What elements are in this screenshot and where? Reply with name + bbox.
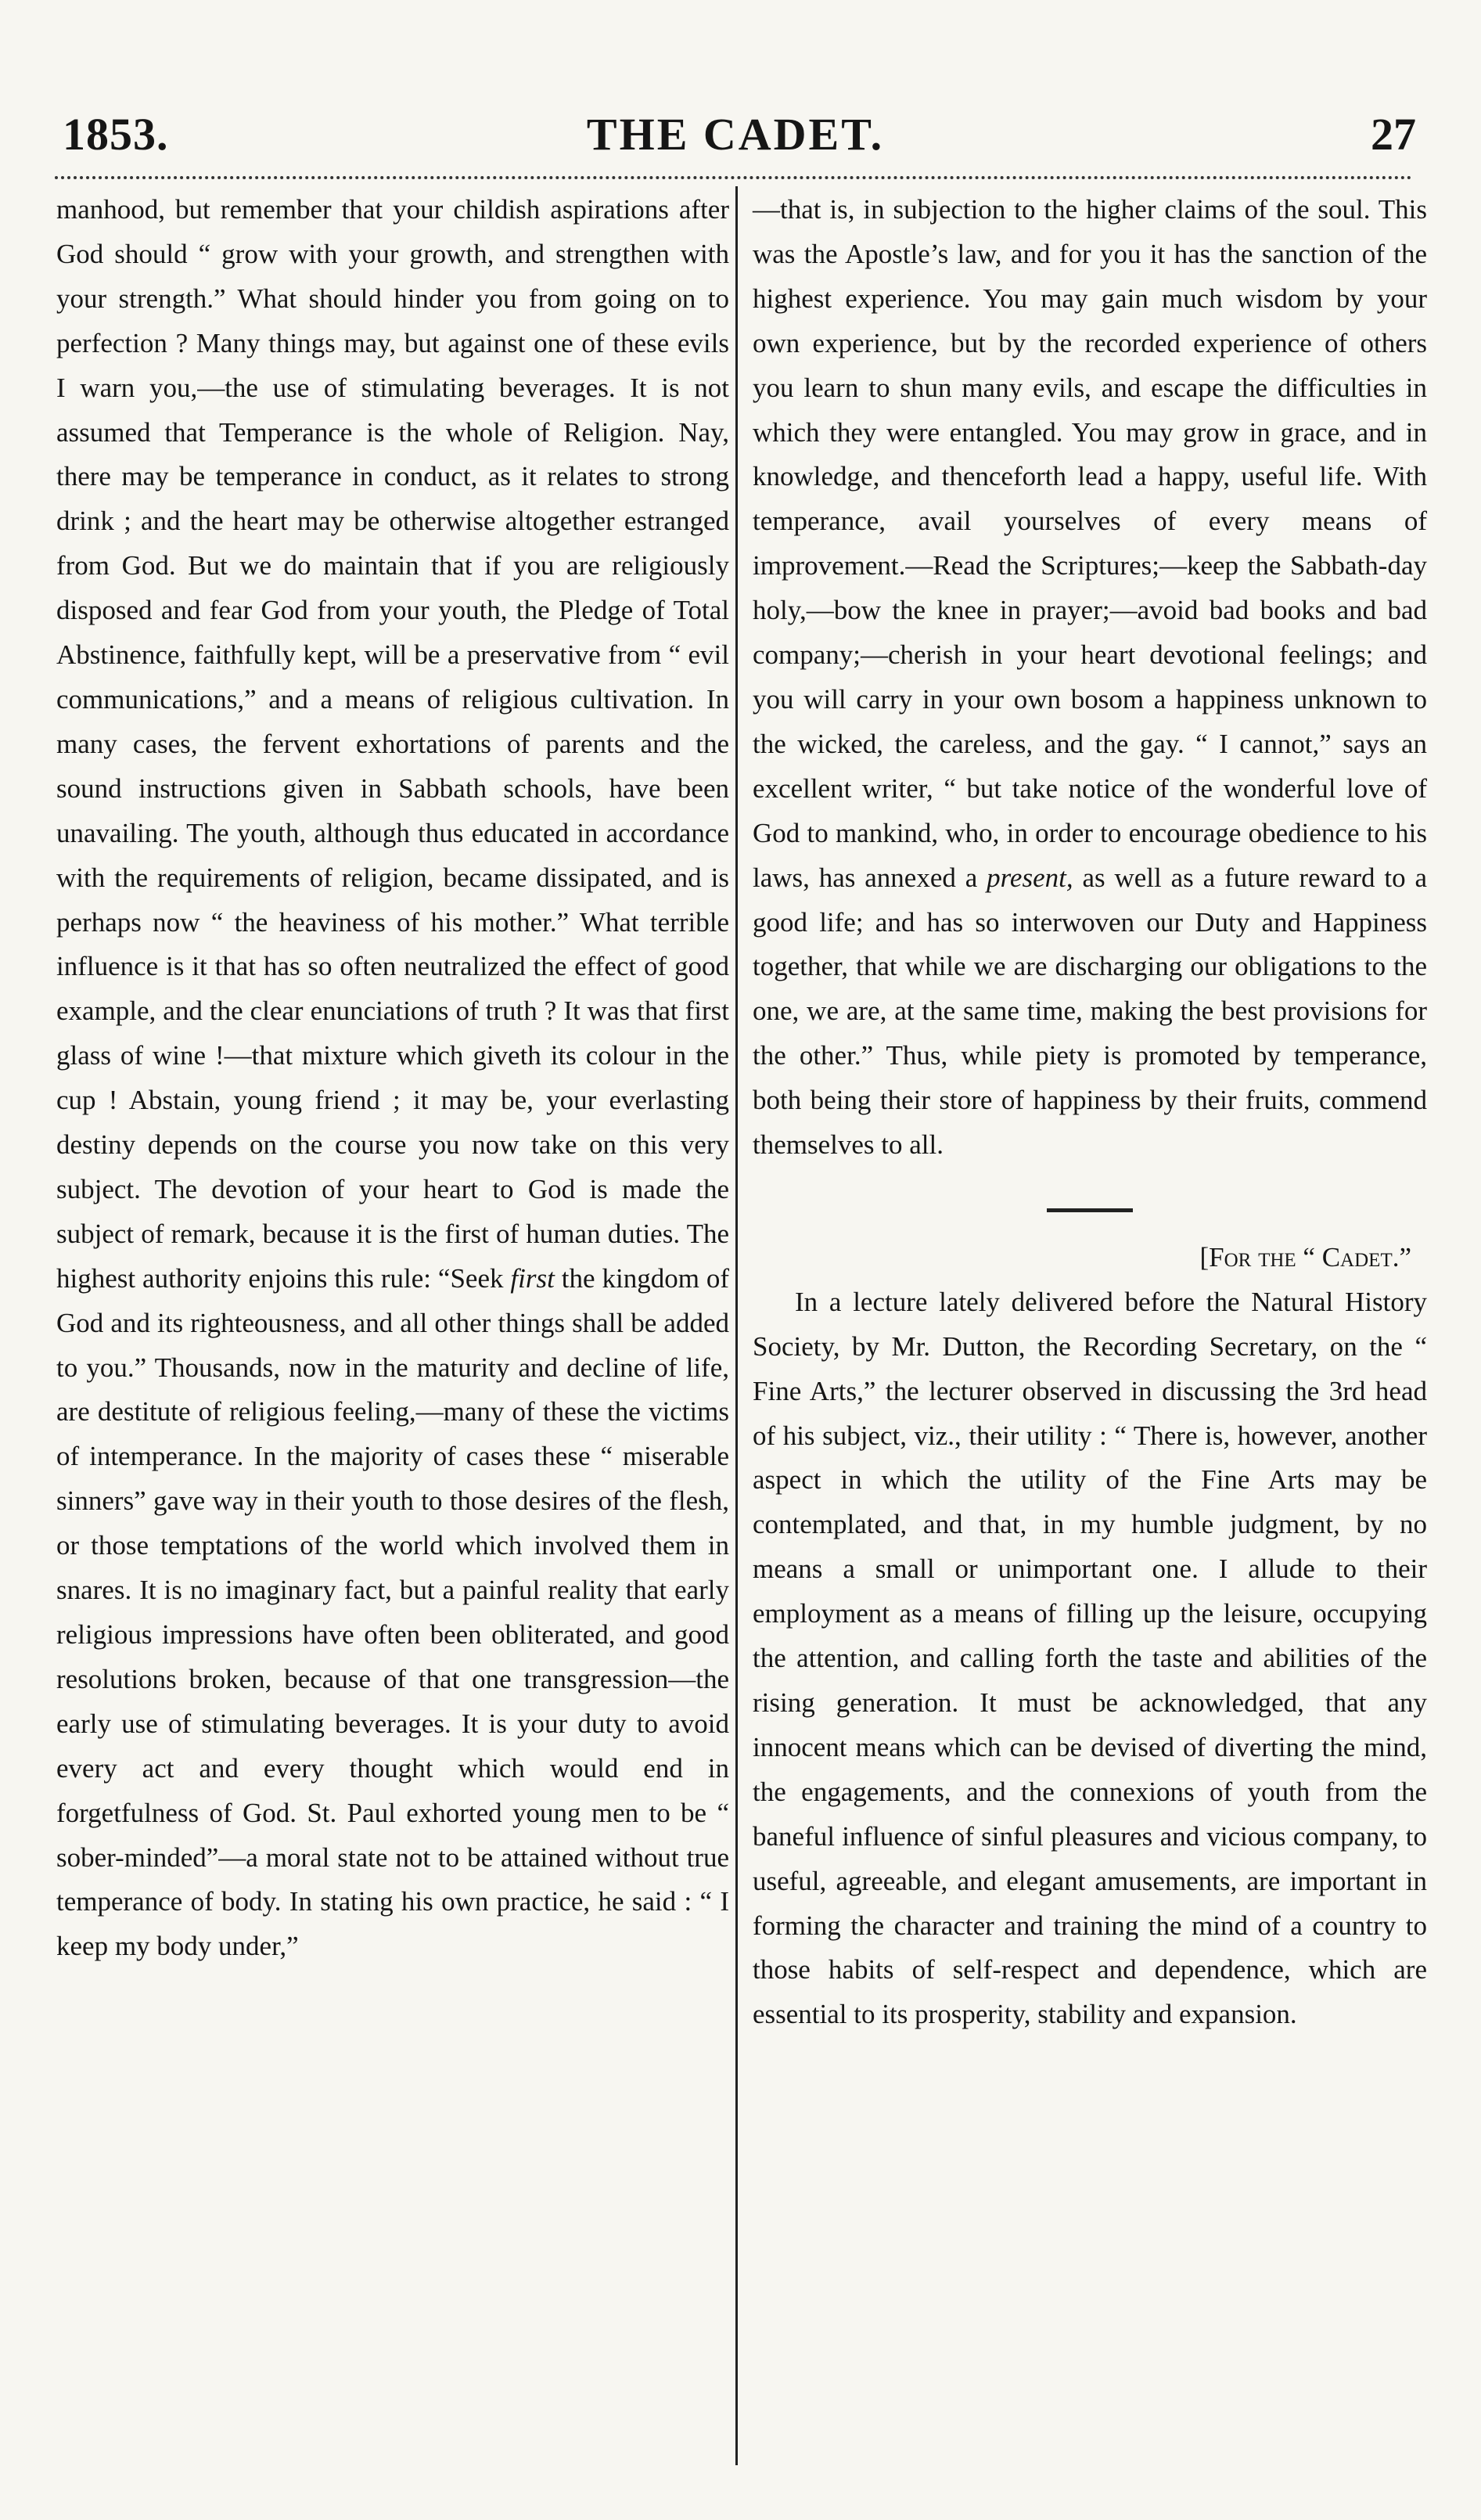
attribution-line: [For the “ Cadet.” [1199, 1241, 1411, 1273]
header-year: 1853. [63, 109, 169, 160]
left-text-part1: manhood, but remember that your childish aspirations after God should “ grow with your growth, and strengthen with your strength.” What should hinder you from going on to perfection ? Many things may, but against one of these evils I warn you,—the use of stimulating beverages. It is not assumed that Temperance is the whole of Religion. Nay, there may be temperance in conduct, as it relates to strong drink ; and the heart may be otherwise altogether estranged from God. But we do maintain that if you are religiously disposed and fear God from your youth, the Pledge of Total Abstinence, faithfully kept, will be a preservative from “ evil communications,” and a means of religious cultivation. In many cases, the fervent exhortations of parents and the sound instructions given in Sabbath schools, have been unavailing. The youth, although thus educated in accordance with the requirements of religion, became dissipated, and is perhaps now “ the heaviness of his mother.” What terrible influence is it that has so often neutralized the effect of good example, and the clear enunciations of truth ? It was that first glass of wine !—that mixture which giveth its colour in the cup ! Abstain, young friend ; it may be, your everlasting destiny depends on the course you now take on this very subject. The devotion of your heart to God is made the subject of remark, because it is the first of human duties. The highest authority enjoins this rule: “Seek [56, 194, 729, 1294]
right-column-paragraph-1 [753, 188, 1427, 1168]
section-separator [1047, 1208, 1133, 1212]
left-column-paragraph [56, 188, 729, 1969]
left-column [56, 188, 729, 1969]
left-emphasis: first [510, 1262, 555, 1294]
right-text-part1: —that is, in subjection to the higher claims of the soul. This was the Apostle’s law, and for you it has the sanction of the highest experience. You may gain much wisdom by your own experience, but by the recorded experience of others you learn to shun many evils, and escape the difficulties in which they were entangled. You may grow in grace, and in knowledge, and thenceforth lead a happy, useful life. With temperance, avail yourselves of every means of improvement.—Read the Scriptures;—keep the Sabbath-day holy,—bow the knee in prayer;—avoid bad books and bad company;—cherish in your heart devotional feelings; and you will carry in your own bosom a happiness unknown to the wicked, the careless, and the gay. “ I cannot,” says an excellent writer, “ but take notice of the wonderful love of God to mankind, who, in order to encourage obedience to his laws, has annexed a [753, 194, 1427, 893]
header-title: THE CADET. [586, 109, 885, 160]
header-page-number: 27 [1371, 109, 1416, 160]
right-text-part2: as well as a future reward to a good life; and has so interwoven our Duty and Happiness together, that while we are discharging our obligations to the one, we are, at the same time, making the best provisions for the other.” Thus, while piety is promoted by temperance, both being their store of happiness by their fruits, commend themselves to all. [753, 862, 1428, 1161]
page-header [47, 108, 1424, 171]
left-text-part2: the kingdom of God and its righteousness, and all other things shall be added to you.” Thousands, now in the maturity and decline of life, are destitute of religious feeling,—many of these the victims of intemperance. In the majority of cases these “ miserable sinners” gave way in their youth to those desires of the flesh, or those temptations of the world which involved them in snares. It is no imaginary fact, but a painful reality that early religious impressions have often been obliterated, and good resolutions broken, because of that one transgression—the early use of stimulating beverages. It is your duty to avoid every act and every thought which would end in forgetfulness of God. St. Paul exhorted young men to be “ sober-minded”—a moral state not to be attained without true temperance of body. In stating his own practice, he said : “ I keep my body under,” [56, 1262, 729, 1962]
right-column [753, 188, 1427, 2037]
header-rule [55, 176, 1412, 179]
right-column-paragraph-2: In a lecture lately delivered before the Natural History Society, by Mr. Dutton, the Recording Secretary, on the “ Fine Arts,” the lecturer observed in discussing the 3rd head of his subject, viz., their utility : “ There is, however, another aspect in which the utility of the Fine Arts may be contemplated, and that, in my humble judgment, by no means a small or unimportant one. I allude to their employment as a means of filling up the leisure, occupying the attention, and calling forth the taste and abilities of the rising generation. It must be acknowledged, that any innocent means which can be devised of diverting the mind, the engagements, and the connexions of youth from the baneful influence of sinful pleasures and vicious company, to useful, agreeable, and elegant amusements, are important in forming the character and training the mind of a country to those habits of self-respect and dependence, which are essential to its prosperity, stability and expansion. [753, 1286, 1427, 2030]
column-divider [735, 186, 738, 2465]
right-emphasis: present, [987, 862, 1073, 893]
